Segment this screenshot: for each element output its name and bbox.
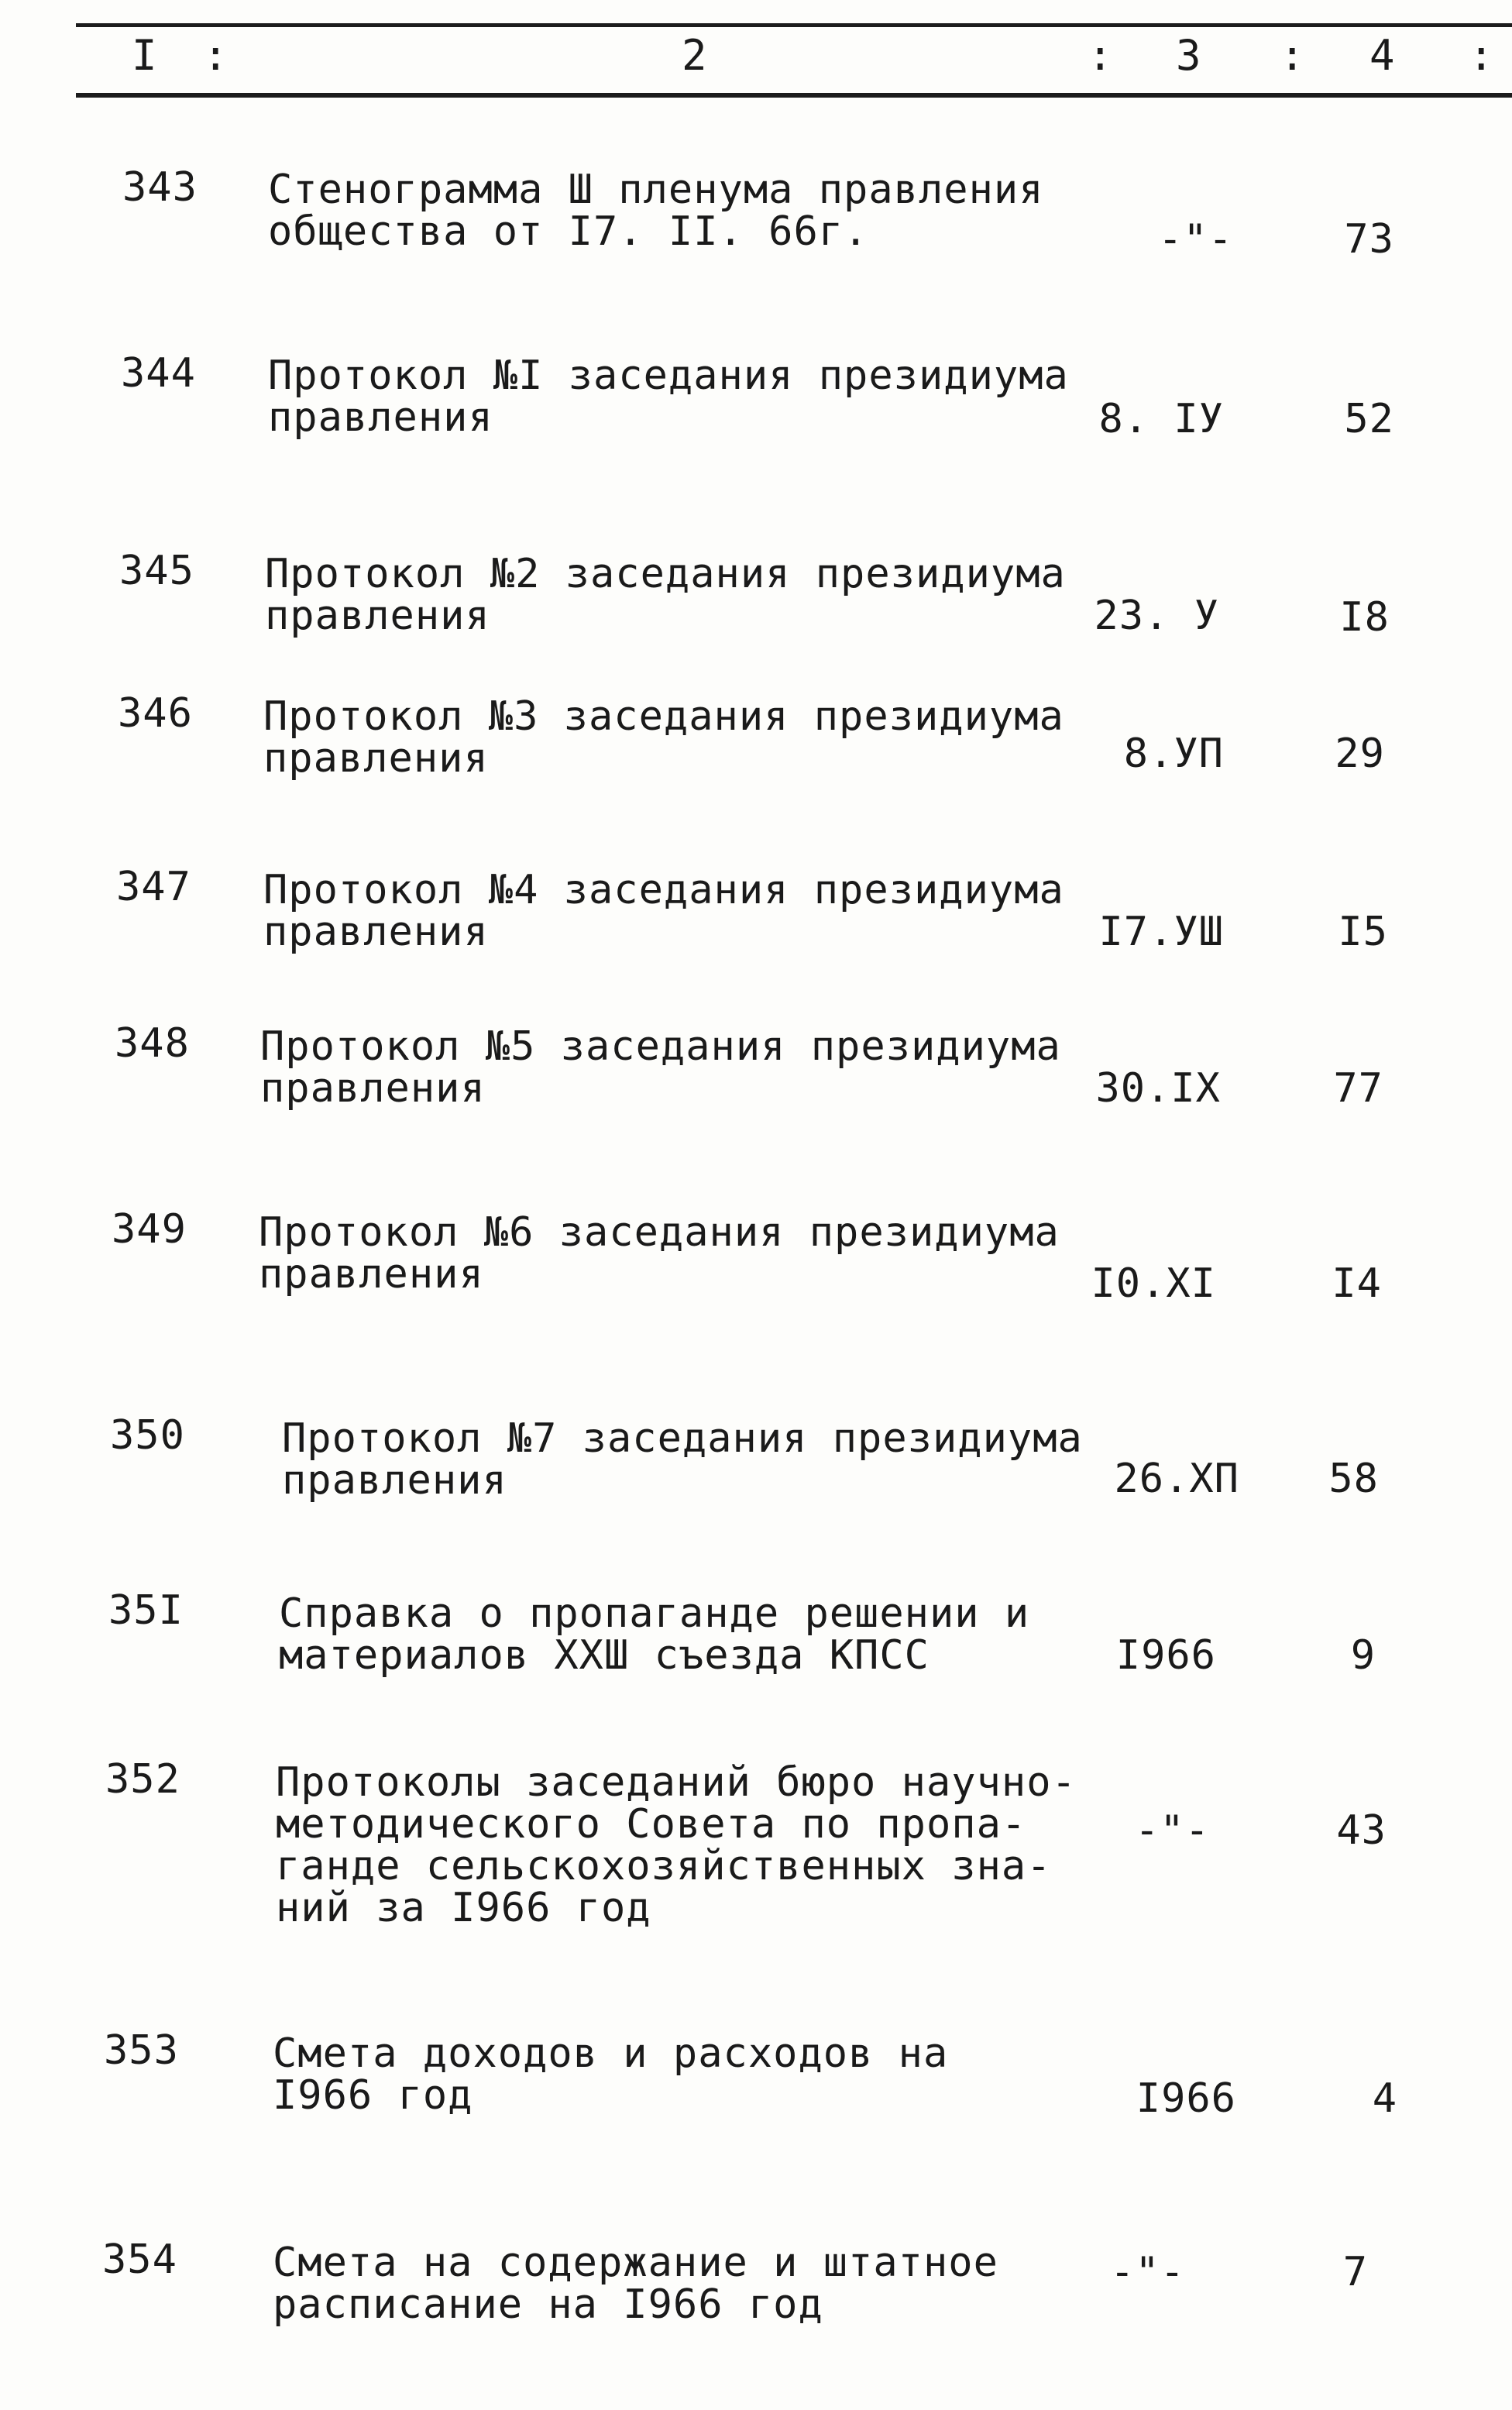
row-description: Смета на содержание и штатное расписание на I966 год — [273, 2240, 998, 2328]
row-date: I0.XI — [1091, 1260, 1216, 1307]
row-pages: 73 — [1344, 216, 1394, 263]
row-number: 347 — [116, 864, 191, 910]
header-sep4: : — [1469, 31, 1494, 80]
row-date: 26.XП — [1114, 1456, 1239, 1502]
header-bottom-rule — [76, 93, 1512, 98]
row-date: I966 — [1115, 1632, 1216, 1679]
row-number: 348 — [115, 1020, 190, 1067]
row-pages: I4 — [1332, 1260, 1382, 1307]
row-number: 354 — [102, 2236, 177, 2283]
row-description: Стенограмма Ш пленума правления общества от I7. II. 66г. — [268, 167, 1044, 255]
row-description: Смета доходов и расходов на I966 год — [273, 2030, 949, 2119]
row-pages: 7 — [1342, 2249, 1368, 2295]
row-date: 8. IУ — [1098, 396, 1224, 442]
row-pages: 4 — [1372, 2075, 1397, 2122]
row-number: 35I — [108, 1587, 184, 1634]
row-number: 349 — [112, 1206, 187, 1253]
row-description: Протокол №2 заседания президиума правления — [265, 551, 1066, 639]
row-date: -"- — [1110, 2249, 1185, 2295]
row-description: Протокол №3 заседания президиума правления — [263, 693, 1064, 782]
row-pages: 77 — [1333, 1065, 1383, 1112]
row-pages: 43 — [1336, 1807, 1387, 1854]
row-pages: 9 — [1350, 1632, 1376, 1679]
row-description: Протокол №7 заседания президиума правления — [282, 1415, 1083, 1504]
row-pages: 29 — [1335, 731, 1385, 777]
row-pages: I5 — [1338, 909, 1388, 955]
row-number: 352 — [105, 1756, 180, 1803]
row-number: 343 — [122, 164, 198, 211]
row-date: I7.УШ — [1098, 909, 1224, 955]
header-sep3: : — [1280, 31, 1305, 80]
row-date: I966 — [1136, 2075, 1236, 2122]
row-number: 346 — [118, 690, 193, 737]
row-number: 344 — [121, 350, 196, 397]
row-number: 345 — [119, 548, 194, 594]
row-pages: 52 — [1344, 396, 1394, 442]
row-date: -"- — [1158, 216, 1233, 263]
header-sep2: : — [1088, 31, 1113, 80]
row-description: Протокол №5 заседания президиума правления — [260, 1023, 1061, 1112]
header-top-rule — [76, 23, 1512, 27]
header-col3: 3 — [1176, 31, 1201, 80]
header-sep1: : — [203, 31, 229, 80]
row-description: Протокол №4 заседания президиума правления — [263, 867, 1064, 955]
row-date: 30.IX — [1095, 1065, 1221, 1112]
header-col1: I — [132, 31, 157, 80]
row-description: Протокол №I заседания президиума правления — [268, 352, 1069, 441]
row-description: Справка о пропаганде решении и материалов XXШ съезда КПСС — [279, 1590, 1030, 1679]
header-col2: 2 — [682, 31, 707, 80]
row-date: -"- — [1135, 1807, 1210, 1854]
row-number: 350 — [110, 1412, 185, 1459]
row-pages: I8 — [1339, 594, 1390, 641]
row-description: Протокол №6 заседания президиума правления — [259, 1209, 1060, 1298]
row-date: 23. У — [1094, 593, 1219, 639]
row-number: 353 — [104, 2027, 179, 2074]
row-description: Протоколы заседаний бюро научно- методического Совета по пропа- ганде сельскохозяйственных зна- ний за I966 год — [276, 1759, 1077, 1931]
header-col4: 4 — [1369, 31, 1395, 80]
row-date: 8.УП — [1123, 731, 1224, 777]
row-pages: 58 — [1328, 1456, 1379, 1502]
